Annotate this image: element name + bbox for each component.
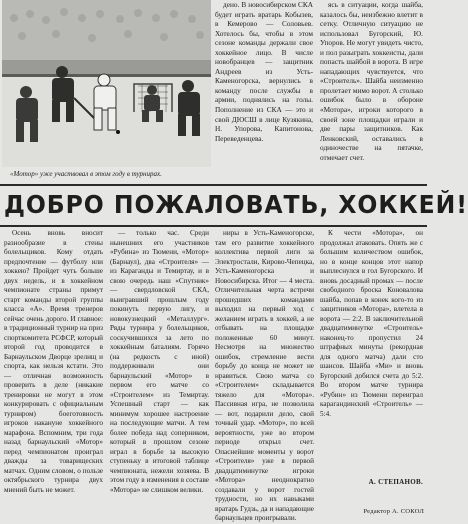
headline: ДОБРО ПОЖАЛОВАТЬ, ХОККЕЙ! — [4, 190, 468, 219]
hockey-photo-image — [2, 0, 211, 167]
headline-rule-bottom — [0, 225, 427, 227]
hockey-photo — [2, 0, 211, 167]
top-article-column-2 — [320, 0, 423, 162]
column-1-text: Осень вновь вносит разнообразие в стены болельщиков. Кому отдать предпочтение — футболу или хоккею? Пройдет чуть больше двух недель, и в хоккейном чемпионате страны примут старт команды второй группы класса «А». Время тренеров сейчас очень дорого. И главное: в традиционный турнир на приз спорткомитета РСФСР, который второй год проводится в Барнаульском Дворце зрелищ и спорта, как нельзя кстати. Это — отличная возможность проверить в деле (никакие тренировки не могут в этом конкурировать с официальным турниром) боеготовность игроков накануне хоккейного марафона. Вспомним, три года назад барнаульский «Мотор» перед чемпионатом проиграл дважды за товарищеских матчах. Одним словом, о пользе октябрьского турнира двух мнений быть не может. — [4, 229, 103, 494]
article-column-3 — [215, 229, 314, 522]
article-column-2 — [110, 229, 209, 511]
column-2-text: — только час. Среди нынешних его участников «Рубина» из Тюмени, «Мотор» (Барнаул), два «Строителя» — из Караганды и Темиртау, и в свою очередь наш «Спутник» — свердловской СКА, выигравший прошлым году покинуть первую лигу, и новокузнецкий «Металлург». Ряды турнира у болельщиков, соскучившихся за лето по хоккейным баталиям. Горячо (на редкость с иной) поддерживали они барнаульский «Мотор» в первом его матче со «Строителем» из Темиртау. Успешный старт — как минимум хорошее настроение на последующие матчи. А тем более победа над соперником, который в прошлом сезоне играл в борьбе за высокую ступеньку в итоговой таблице чемпионата, нежели хозяева. В этом году в изменения в составе «Мотора» не слишком велики. — [110, 229, 209, 494]
column-3-text: ниры в Усть-Каменогорске, там его развитие хоккейного коллектива первой лиги за Электростали, Кирово-Чепецка, Усть-Каменогорска и Новосибирска. Итог — 4 места. Отличительная черта встречи прошедших командами выходил на первый ход с желанием играть в хоккей, а не отбывать на площадке положенные 60 минут. Несмотря на множество ошибок, стремление вести борьбу до конца не может не нравиться. Свою матча со «Строителем» складывается тяжело для «Мотора». Пассивная игра, не позволила — вот, подарили дело, свой точный удар. «Мотор», по всей вероятности, уже во втором периоде открыл счет. Опаснейшие моменты у ворот «Строителя» уже в первой двадцатиминутке игроки «Мотора» неоднократно создавали у ворот гостей трудности, но их навыками вратарь Гудзь, да и нападающие барнаульцев проигрывали. — [215, 229, 314, 522]
top-column-2-text: ясь в ситуации, когда шайба, казалось бы, неизбежно влетит в сетку. Отличную ситуацию не использовал Бугорский, Ю. Упоров. Не могут увидеть чисто, и пол разыграть хоккеисты, дали попасть шайбой в ворота. В игре нападающих чувствуется, что «Строитель». Шайба неизменно пролетает мимо ворот. А столько ошибок было в обороне «Мотора», игроки которого в своей зоне площадки играли и две пары защитников. Как Ленковский, оставались в одиночестве на пятачке, отмечает счет. — [320, 0, 423, 162]
article-column-1 — [4, 229, 103, 511]
column-4-text: К чести «Мотора», он продолжал атаковать. Опять же с большим количеством ошибок, но в конце концов этот напор выплеснулся в гол Бугорского. И вновь досадный промах — после свободного броска Коновалова шайба, попав в конек кого-то из защитников «Мотора», влетела в ворота — 2:2. В заключительной двадцатиминутке «Строитель» наконец-то пропустил 24 штрафных минуты (рекордная для одного матча) дали сто шансов. Шайба «Ми» и вновь Бугорский добился счета до 5:2. Во втором матче турнира «Рубин» из Тюмени переиграл карагандинский «Строитель» — 5:4. — [320, 229, 423, 418]
top-article-column-1 — [215, 0, 313, 143]
top-column-1-text: дено. В новосибирском СКА будет играть вратарь Кобызев, в Кемерово — Соловьев. Хотелось бы, чтобы в этом сезоне команды держали свое хоккейное лицо. В числе новобранцев — защитник Андреев из Усть-Каменогорска, вернулись в команду после службы в армии, поднялись на голы. Пополнение из СКА — это и свой ДЮСШ в лице Кузякина, Н. Упорова, Капитонова, Переведенцева. — [215, 0, 313, 143]
editor-line: Редактор А. СОКОЛ — [363, 508, 424, 515]
article-column-4 — [320, 229, 423, 473]
article-author: А. СТЕПАНОВ. — [368, 478, 423, 486]
photo-caption: «Мотор» уже участвовал в этом году в турнирах. — [10, 170, 162, 178]
